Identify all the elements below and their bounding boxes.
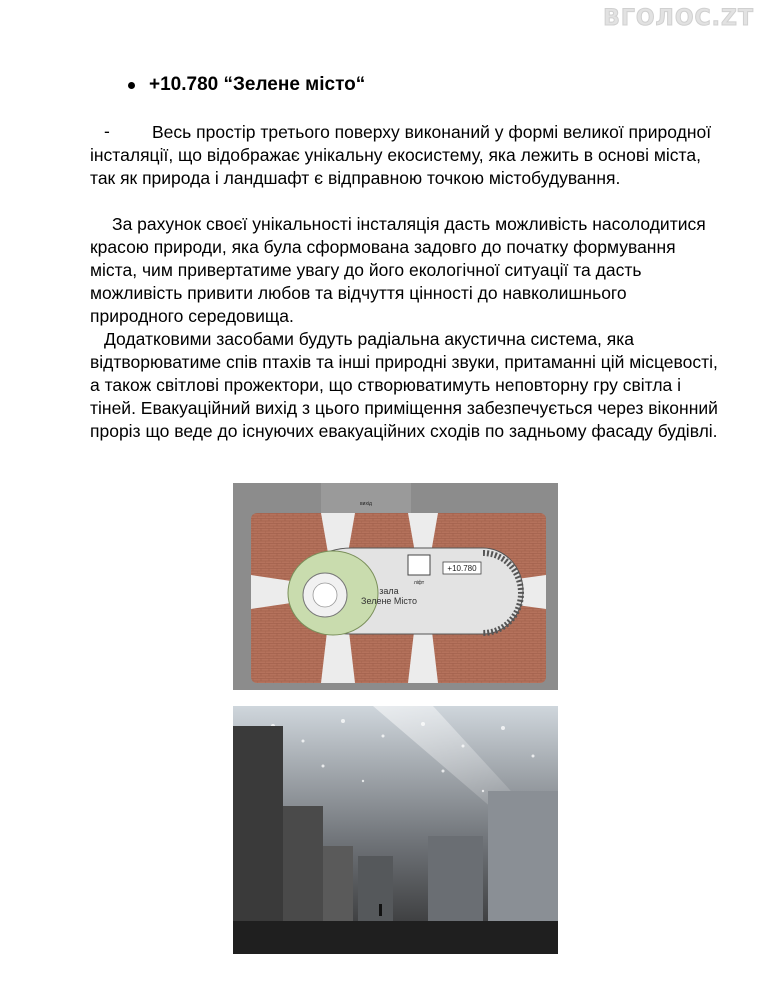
- heading-text: +10.780 “Зелене місто“: [149, 74, 366, 95]
- lift-text: ліфт: [413, 580, 425, 586]
- list-dash: -: [104, 121, 110, 141]
- section-heading: [128, 74, 365, 96]
- floor-plan-image: [233, 483, 558, 690]
- hall-label-1: зала: [379, 586, 399, 596]
- site-watermark: ВГОЛОС.ZT: [603, 6, 754, 31]
- exit-text: вихід: [360, 501, 372, 507]
- paragraph-1: Весь простір третього поверху виконаний у формі великої природної інсталяції, що відображає унікальну екосистему, яка лежить в основі міста, так як природа і ландшафт є відправною точкою містобудування.: [90, 122, 712, 188]
- interior-render-image: [233, 706, 558, 954]
- block-left: [233, 726, 283, 954]
- bullet-icon: [128, 82, 135, 89]
- level-marker-text: +10.780: [447, 564, 477, 573]
- paragraph-3: Додатковими засобами будуть радіальна акустична система, яка відтворюватиме спів птахів та інші природні звуки, притаманні цій місцевості, а також світлові прожектори, що створюватимуть неповторну гру світла і тіней. Евакуаційний вихід з цього приміщення забезпечується через віконний проріз що веде до існуючих евакуаційних сходів по задньому фасаду будівлі.: [90, 329, 718, 441]
- ground: [233, 921, 558, 954]
- person-figure: [379, 904, 382, 916]
- paragraph-2: За рахунок своєї унікальності інсталяція дасть можливість насолодитися красою природи, яка була сформована задовго до початку формування міста, чим привертатиме увагу до його екологічної ситуації та дасть можливість привити любов та відчуття цінності до навколишнього природного середовища.: [90, 214, 706, 326]
- lift-box: [408, 555, 430, 575]
- hall-label-2: Зелене Місто: [361, 596, 417, 606]
